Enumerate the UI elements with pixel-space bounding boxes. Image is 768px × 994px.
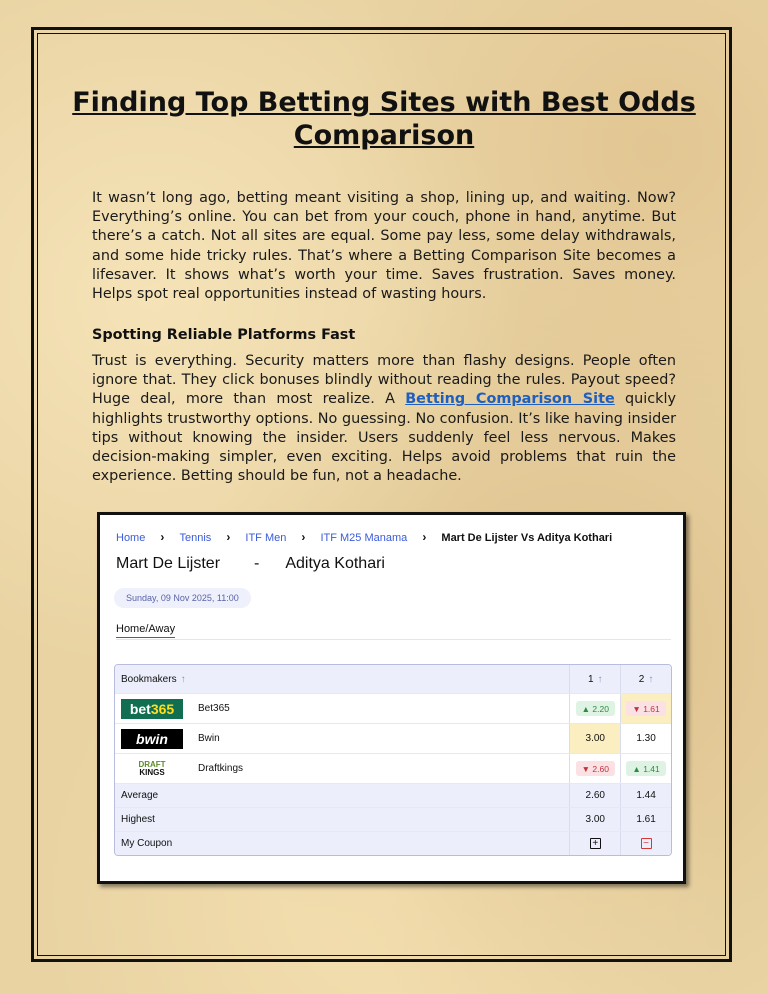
odd-value: 1.41 [643, 763, 660, 774]
table-row [115, 753, 671, 783]
odds-1-column-header[interactable] [569, 665, 620, 693]
highest-row [115, 807, 671, 831]
add-to-coupon-icon[interactable]: + [590, 838, 601, 849]
arrow-down-icon: ▼ [581, 763, 593, 774]
match-title [116, 555, 385, 573]
average-row [115, 783, 671, 807]
match-date-badge: Sunday, 09 Nov 2025, 11:00 [114, 588, 251, 608]
logo-text: DRAFT [138, 759, 166, 769]
player-away: Aditya Kothari [285, 555, 385, 572]
coupon-row [115, 831, 671, 855]
odd-cell[interactable] [620, 754, 671, 783]
average-odd-2: 1.44 [620, 784, 671, 807]
para-text-before: Trust is everything. Security matters more than flashy designs. People often ignore that. They click bonuses blindly without reading the rules. Payout speed? Huge deal, more than most realize. A [92, 353, 676, 408]
odd-up-badge [576, 701, 615, 716]
bookmaker-name: Bwin [198, 733, 220, 744]
coupon-label: My Coupon [121, 838, 173, 849]
table-row [115, 693, 671, 723]
document-title: Finding Top Betting Sites with Best Odds Comparison [72, 87, 696, 151]
table-row [115, 723, 671, 753]
odd-down-badge [626, 701, 665, 716]
bookmaker-cell [115, 724, 569, 753]
odd-cell[interactable]: 3.00 [569, 724, 620, 753]
breadcrumb-itf-men[interactable]: ITF Men [245, 532, 287, 544]
breadcrumb [116, 530, 612, 544]
bookmaker-cell [115, 694, 569, 723]
vs-separator: - [254, 555, 260, 572]
arrow-down-icon: ▼ [632, 703, 644, 714]
remove-from-coupon-icon[interactable]: − [641, 838, 652, 849]
sort-arrow-icon: ↑ [180, 673, 186, 685]
odd-cell[interactable] [569, 694, 620, 723]
odd-down-badge [576, 761, 615, 776]
bookmakers-column-header[interactable] [115, 665, 569, 693]
odds-2-column-header[interactable] [620, 665, 671, 693]
col2-label: 2 [638, 673, 645, 685]
arrow-up-icon: ▲ [581, 703, 593, 714]
breadcrumb-home[interactable]: Home [116, 532, 146, 544]
odd-value: 1.61 [643, 703, 660, 714]
logo-text: 365 [150, 700, 175, 717]
para-text-after: quickly highlights trustworthy options. No guessing. No confusion. It’s like having insider tips without knowing the insider. Users suddenly feel less nervous. Makes decision-making simpler, even exciting. Helps avoid problems that ruin the experience. Betting should be fun, not a headache. [92, 391, 676, 485]
coupon-cell-2 [620, 832, 671, 855]
odd-cell[interactable] [620, 694, 671, 723]
odd-cell[interactable] [569, 754, 620, 783]
odds-table [114, 664, 672, 856]
highest-odd-2: 1.61 [620, 808, 671, 831]
sort-arrow-icon: ↑ [597, 673, 603, 685]
col1-label: 1 [587, 673, 594, 685]
odd-value: 2.20 [592, 703, 609, 714]
table-header [115, 665, 671, 693]
bookmaker-name: Bet365 [198, 703, 230, 714]
average-odd-1: 2.60 [569, 784, 620, 807]
logo-text: bet [129, 700, 151, 717]
breadcrumb-tennis[interactable]: Tennis [179, 532, 212, 544]
betting-comparison-link[interactable]: Betting Comparison Site [405, 391, 615, 408]
bookmakers-header-label: Bookmakers [121, 673, 177, 685]
chevron-right-icon: › [160, 530, 165, 544]
draftkings-logo [121, 759, 183, 779]
highest-label: Highest [121, 814, 155, 825]
coupon-cell-1 [569, 832, 620, 855]
chevron-right-icon: › [422, 530, 427, 544]
player-home: Mart De Lijster [116, 555, 221, 572]
average-label: Average [121, 790, 159, 801]
breadcrumb-current: Mart De Lijster Vs Aditya Kothari [441, 532, 613, 544]
body-paragraph [92, 352, 676, 486]
highest-odd-1: 3.00 [569, 808, 620, 831]
breadcrumb-itf-m25[interactable]: ITF M25 Manama [320, 532, 408, 544]
bwin-logo: bwin [121, 729, 183, 749]
odds-screenshot [97, 512, 686, 884]
tab-divider [116, 639, 671, 640]
section-heading: Spotting Reliable Platforms Fast [92, 327, 356, 343]
bet365-logo [121, 699, 183, 719]
sort-arrow-icon: ↑ [648, 673, 654, 685]
chevron-right-icon: › [301, 530, 306, 544]
logo-text: KINGS [139, 767, 165, 777]
chevron-right-icon: › [226, 530, 231, 544]
odd-cell[interactable]: 1.30 [620, 724, 671, 753]
bookmaker-name: Draftkings [198, 763, 244, 774]
bookmaker-cell [115, 754, 569, 783]
tab-home-away[interactable]: Home/Away [116, 623, 175, 638]
odd-value: 2.60 [592, 763, 609, 774]
intro-paragraph: It wasn’t long ago, betting meant visiting a shop, lining up, and waiting. Now? Everything’s online. You can bet from your couch, phone in hand, anytime. But there’s a catch. Not all sites are equal. Some pay less, some delay withdrawals, and some hide tricky rules. That’s where a Betting Comparison Site becomes a lifesaver. It shows what’s worth your time. Saves frustration. Saves money. Helps spot real opportunities instead of wasting hours. [92, 190, 676, 303]
odd-up-badge [626, 761, 665, 776]
arrow-up-icon: ▲ [632, 763, 644, 774]
